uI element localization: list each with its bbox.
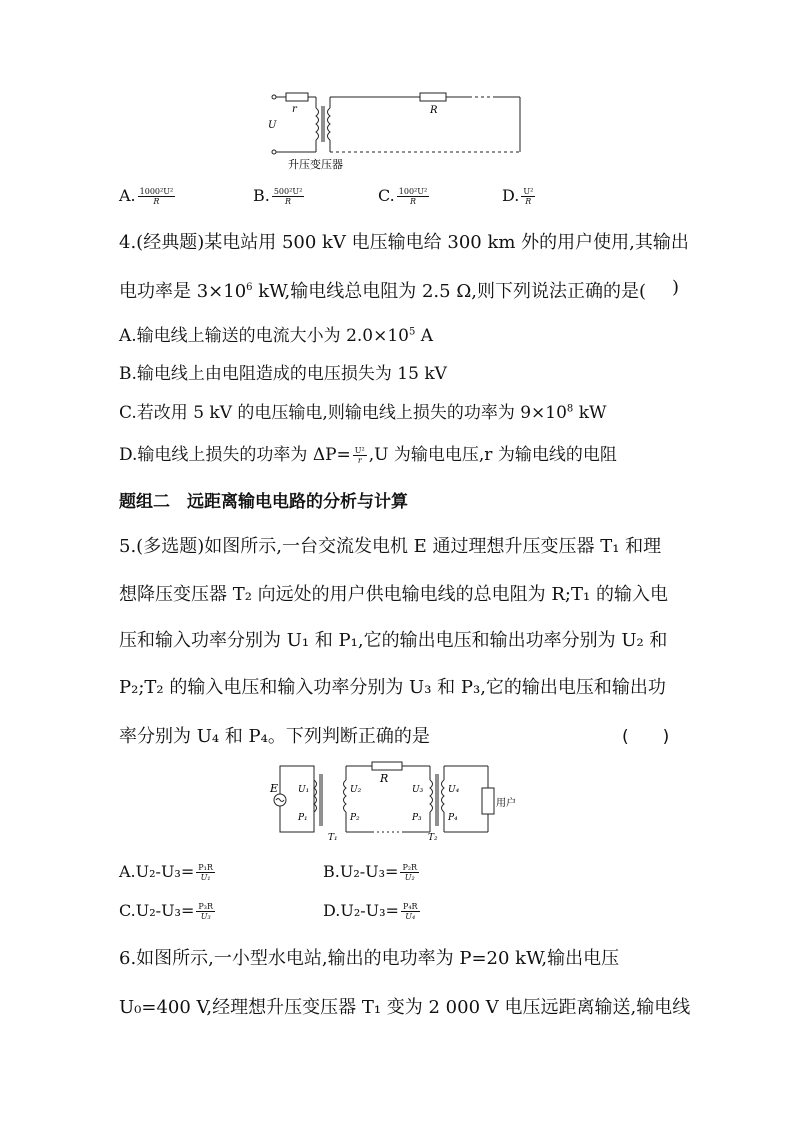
figure-transmission-circuit <box>268 760 530 842</box>
q4-option-b: B.输电线上由电阻造成的电压损失为 15 kV <box>119 364 447 384</box>
fig1-U-label: U <box>268 120 277 131</box>
q5-choice-d: D.U₂-U₃= $\frac{\text{P₄R}}{\text{U₄}}$ <box>323 901 418 921</box>
q3-choice-c: C. $\frac{\text{100²U²}}{R}$ <box>378 186 428 206</box>
q5-stem-line4: P₂;T₂ 的输入电压和输入功率分别为 U₃ 和 P₃,它的输出电压和输出功 <box>119 677 666 698</box>
section-heading: 题组二 远距离输电电路的分析与计算 <box>119 492 408 512</box>
fig2-U4: U₄ <box>448 785 460 795</box>
q4-option-a: A.输电线上输送的电流大小为 $2.0\times 10^5$ A <box>119 326 434 346</box>
fig2-user: 用户 <box>496 798 516 809</box>
fig2-U2: U₂ <box>350 785 362 795</box>
q5-stem-line5: 率分别为 U₄ 和 P₄。下列判断正确的是 <box>119 726 430 747</box>
fig2-R: R <box>380 772 389 785</box>
q4-answer-paren: ) <box>672 277 680 298</box>
q4-stem-line2: 电功率是 $3\times 10^6$ kW,输电线总电阻为 2.5 Ω,则下列说法正确的是( <box>119 281 646 302</box>
fig2-T1: T₁ <box>328 833 338 842</box>
q5-choice-b: B.U₂-U₃= $\frac{\text{P₂R}}{\text{U₂}}$ <box>323 862 418 882</box>
q4-option-d: D.输电线上损失的功率为 ΔP= $\frac{\text{U²}}{r}$ ,U 为输电电压,r 为输电线的电阻 <box>119 445 617 465</box>
q5-stem-line3: 压和输入功率分别为 U₁ 和 P₁,它的输出电压和输出功率分别为 U₂ 和 <box>119 630 668 651</box>
q3-choice-b: B. $\frac{\text{500²U²}}{R}$ <box>253 186 303 206</box>
q3-choice-d: D. $\frac{\text{U²}}{R}$ <box>502 186 534 206</box>
figure-stepup-transformer <box>264 88 528 172</box>
q5-stem-line2: 想降压变压器 T₂ 向远处的用户供电输电线的总电阻为 R;T₁ 的输入电 <box>119 584 668 605</box>
fig1-caption: 升压变压器 <box>288 158 343 171</box>
fig2-P3: P₃ <box>412 813 422 823</box>
fig2-E: E <box>270 782 279 795</box>
fig2-U1: U₁ <box>298 785 310 795</box>
q6-stem-line2: U₀=400 V,经理想升压变压器 T₁ 变为 2 000 V 电压远距离输送,输电线 <box>119 997 691 1018</box>
q5-stem-line1: 5.(多选题)如图所示,一台交流发电机 E 通过理想升压变压器 T₁ 和理 <box>119 536 662 557</box>
fig2-U3: U₃ <box>412 785 424 795</box>
q5-answer-paren: ( ) <box>622 727 670 747</box>
fig2-P2: P₂ <box>350 813 360 823</box>
fig2-P1: P₁ <box>298 813 308 823</box>
q5-choice-a: A.U₂-U₃= $\frac{\text{P₁R}}{\text{U₁}}$ <box>119 862 213 882</box>
q6-stem-line1: 6.如图所示,一小型水电站,输出的电功率为 P=20 kW,输出电压 <box>119 948 620 969</box>
fig2-P4: P₄ <box>448 813 458 823</box>
q3-choice-a: A. $\frac{\text{1000²U²}}{R}$ <box>119 186 174 206</box>
q4-stem-line1: 4.(经典题)某电站用 500 kV 电压输电给 300 km 外的用户使用,其输出 <box>119 232 689 253</box>
fig2-T2: T₂ <box>428 833 438 842</box>
fig1-r-label: r <box>292 104 297 115</box>
q4-option-c: C.若改用 5 kV 的电压输电,则输电线上损失的功率为 $9\times 10^8$ kW <box>119 403 607 423</box>
fig1-R-label: R <box>430 105 438 116</box>
q5-choice-c: C.U₂-U₃= $\frac{\text{P₃R}}{\text{U₃}}$ <box>119 901 213 921</box>
